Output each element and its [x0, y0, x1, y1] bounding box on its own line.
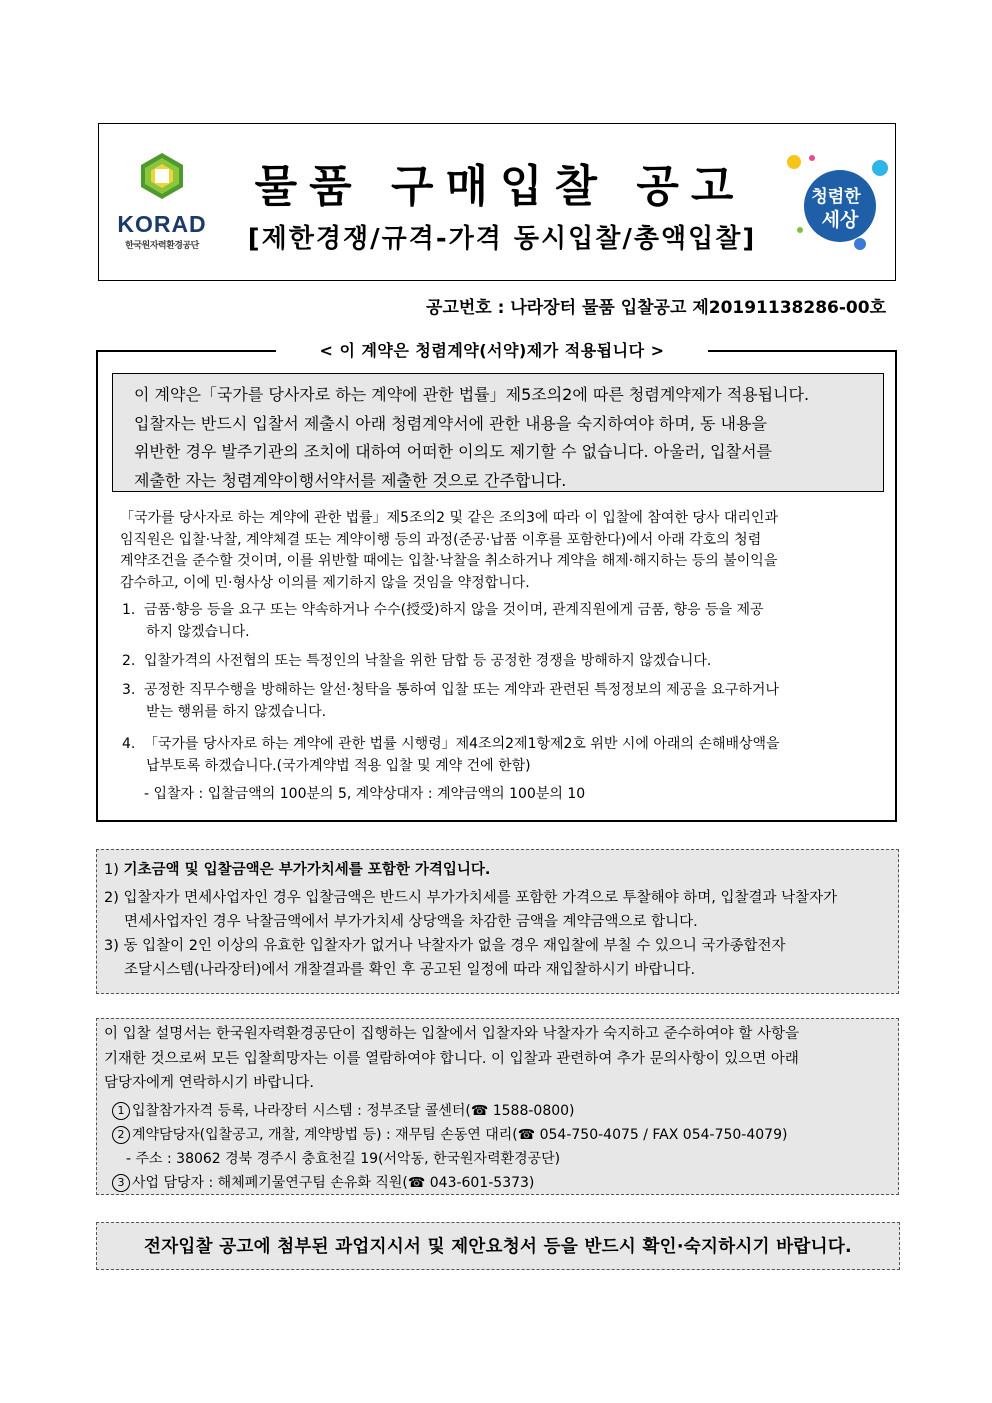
- pledge-item-2: [122, 650, 870, 672]
- notice-number: 공고번호 : 나라장터 물품 입찰공고 제20191138286-00호: [426, 298, 886, 318]
- note-text: 3) 동 입찰이 2인 이상의 유효한 입찰자가 없거나 낙찰자가 없을 경우 재입찰에 부칠 수 있으니 국가종합전자: [104, 938, 786, 954]
- note-number: 1): [104, 862, 119, 878]
- slogan-logo-line1: 청렴한: [811, 187, 861, 207]
- guide-text: [104, 1022, 890, 1096]
- clean-world-logo-icon: [782, 150, 890, 254]
- pledge-item-4: [122, 733, 870, 777]
- circled-number: 1: [112, 1102, 130, 1120]
- note-text-cont: 조달시스템(나라장터)에서 개찰결과를 확인 후 공고된 일정에 따라 재입찰하시기 바랍니다.: [124, 962, 696, 978]
- pledge-intro-line: 감수하고, 이에 민·형사상 이의를 제기하지 않을 것임을 약정합니다.: [120, 574, 530, 591]
- note-3: [104, 934, 894, 982]
- contact-address: [126, 1148, 560, 1170]
- pledge-intro-line: 계약조건을 준수할 것이며, 이를 위반할 때에는 입찰·낙찰을 취소하거나 계약을 해제·해지하는 등의 불이익을: [120, 553, 778, 569]
- contact-text: 계약담당자(입찰공고, 개찰, 계약방법 등) : 재무팀 손동연 대리(☎ 054-750-4075 / FAX 054-750-4079): [132, 1127, 788, 1143]
- summary-line: 입찰자는 반드시 입찰서 제출시 아래 청렴계약서에 관한 내용을 숙지하여야 하며, 동 내용을: [134, 413, 767, 433]
- korad-logo-icon: [138, 152, 186, 200]
- pledge-number: 2.: [122, 653, 136, 669]
- pledge-text: 금품·향응 등을 요구 또는 약속하거나 수수(授受)하지 않을 것이며, 관계직원에게 금품, 향응 등을 제공: [144, 602, 764, 618]
- pledge-number: 4.: [122, 736, 136, 752]
- damages-detail: - 입찰자 : 입찰금액의 100분의 5, 계약상대자 : 계약금액의 100분의 10: [144, 786, 586, 802]
- guide-line: 이 입찰 설명서는 한국원자력환경공단이 집행하는 입찰에서 입찰자와 낙찰자가 숙지하고 준수하여야 할 사항을: [104, 1026, 800, 1042]
- pledge-text: 공정한 직무수행을 방해하는 알선·청탁을 통하여 입찰 또는 계약과 관련된 특정정보의 제공을 요구하거나: [144, 682, 779, 698]
- pledge-item-3: [122, 679, 870, 723]
- note-1: [104, 858, 894, 882]
- pledge-text: 「국가를 당사자로 하는 계약에 관한 법률 시행령」제4조의2제1항제2호 위반 시에 아래의 손해배상액을: [144, 736, 780, 752]
- pledge-text-cont: 납부토록 하겠습니다.(국가계약법 적용 입찰 및 계약 건에 한함): [146, 758, 531, 774]
- summary-line: 위반한 경우 발주기관의 조치에 대하여 어떠한 이의도 제기할 수 없습니다. 아울러, 입찰서를: [134, 442, 772, 461]
- note-text-cont: 면세사업자인 경우 낙찰금액에서 부가가치세 상당액을 차감한 금액을 계약금액으로 합니다.: [124, 914, 698, 930]
- pledge-text: 입찰가격의 사전협의 또는 특정인의 낙찰을 위한 담합 등 공정한 경쟁을 방해하지 않겠습니다.: [144, 653, 712, 669]
- pledge-number: 1.: [122, 602, 136, 618]
- circled-number: 2: [112, 1126, 130, 1144]
- slogan-logo-line2: 세상: [821, 209, 859, 231]
- guide-line: 기재한 것으로써 모든 입찰희망자는 이를 열람하여야 합니다. 이 입찰과 관련하여 추가 문의사항이 있으면 아래: [104, 1050, 799, 1067]
- integrity-heading: < 이 계약은 청렴계약(서약)제가 적용됩니다 >: [276, 338, 708, 361]
- note-text: 2) 입찰자가 면세사업자인 경우 입찰금액은 반드시 부가가치세를 포함한 가격으로 투찰해야 하며, 입찰결과 낙찰자가: [104, 890, 838, 906]
- contact-text: 사업 담당자 : 해체폐기물연구팀 손유화 직원(☎ 043-601-5373): [132, 1175, 535, 1191]
- integrity-summary-text: [134, 381, 864, 495]
- contact-item-3: [112, 1172, 534, 1194]
- note-text: 기초금액 및 입찰금액은 부가가치세를 포함한 가격입니다.: [123, 862, 491, 878]
- org-name: 한국원자력환경공단: [125, 241, 199, 251]
- guide-line: 담당자에게 연락하시기 바랍니다.: [104, 1075, 314, 1091]
- korad-logo-text: KORAD: [117, 211, 207, 237]
- contact-text: 입찰참가자격 등록, 나라장터 시스템 : 정부조달 콜센터(☎ 1588-0800): [132, 1103, 575, 1119]
- contact-item-2: [112, 1124, 787, 1146]
- contact-item-1: [112, 1100, 575, 1122]
- footer-notice: 전자입찰 공고에 첨부된 과업지시서 및 제안요청서 등을 반드시 확인·숙지하시기 바랍니다.: [143, 1237, 852, 1257]
- pledge-number: 3.: [122, 682, 136, 698]
- pledge-text-cont: 하지 않겠습니다.: [146, 624, 250, 640]
- pledge-text-cont: 받는 행위를 하지 않겠습니다.: [146, 704, 327, 720]
- circled-number: 3: [112, 1174, 130, 1192]
- note-2: [104, 886, 894, 934]
- pledge-intro-line: 임직원은 입찰·낙찰, 계약체결 또는 계약이행 등의 과정(준공·납품 이후를 포함한다)에서 아래 각호의 청렴: [120, 531, 762, 548]
- contact-text: - 주소 : 38062 경북 경주시 충효천길 19(서악동, 한국원자력환경공단): [126, 1151, 561, 1167]
- pledge-item-1: [122, 599, 870, 643]
- pledge-intro: [120, 508, 872, 594]
- page-subtitle: [제한경쟁/규격-가격 동시입찰/총액입찰]: [247, 224, 757, 254]
- summary-line: 제출한 자는 청렴계약이행서약서를 제출한 것으로 간주합니다.: [134, 470, 567, 490]
- summary-line: 이 계약은「국가를 당사자로 하는 계약에 관한 법률」제5조의2에 따른 청렴계약제가 적용됩니다.: [134, 385, 810, 404]
- page-title: 물품 구매입찰 공고: [254, 161, 746, 212]
- pledge-intro-line: 「국가를 당사자로 하는 계약에 관한 법률」제5조의2 및 같은 조의3에 따라 이 입찰에 참여한 당사 대리인과: [120, 510, 778, 526]
